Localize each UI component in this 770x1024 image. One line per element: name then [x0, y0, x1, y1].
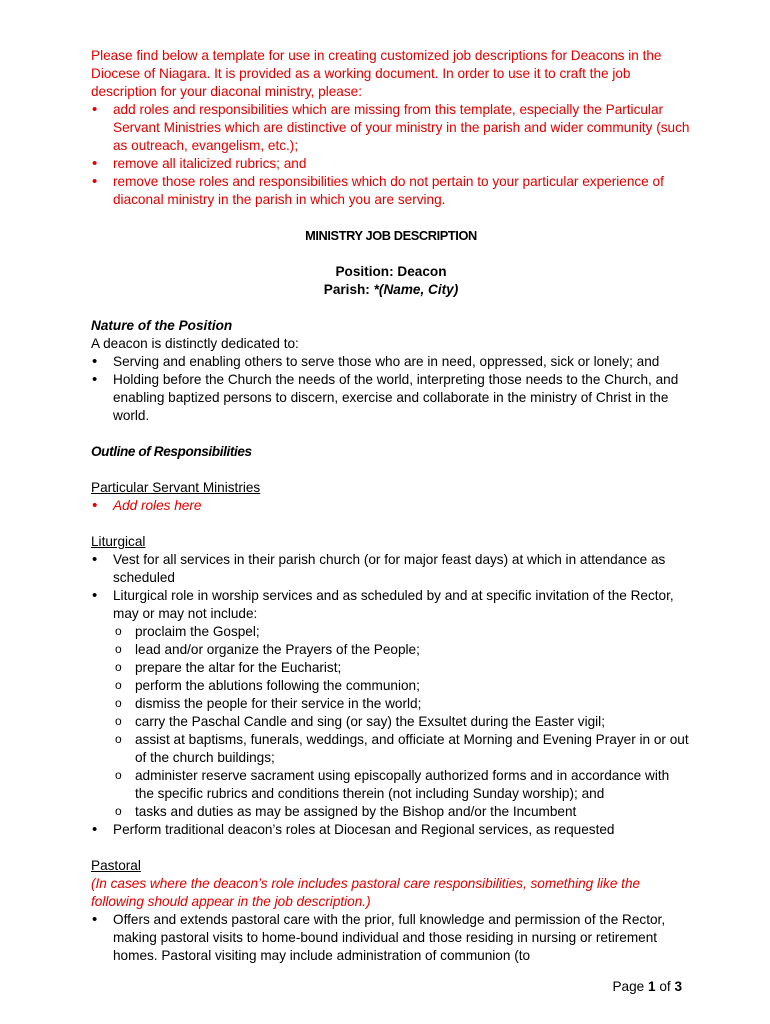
liturgical-subitem: o prepare the altar for the Eucharist;: [113, 659, 691, 677]
outline-heading: Outline of Responsibilities: [91, 444, 252, 459]
liturgical-sublist: [113, 623, 691, 821]
footer-prefix: Page: [612, 979, 645, 994]
liturgical-subitem: o proclaim the Gospel;: [113, 623, 691, 641]
nature-list: [91, 353, 691, 425]
liturgical-subitem: o tasks and duties as may be assigned by the Bishop and/or the Incumbent: [113, 803, 691, 821]
liturgical-list: [91, 551, 691, 623]
footer-of: of: [659, 979, 671, 994]
liturgical-bullet: • Perform traditional deacon’s roles at Diocesan and Regional services, as requested: [91, 821, 691, 839]
liturgical-bullet-text: Liturgical role in worship services and as scheduled by and at specific invitation of the Rector, may or may not include:: [113, 588, 674, 621]
nature-lead: A deacon is distinctly dedicated to:: [91, 336, 299, 351]
document-title: MINISTRY JOB DESCRIPTION: [305, 228, 477, 243]
parish-label: Parish:: [323, 282, 370, 297]
nature-bullet: • Holding before the Church the needs of the world, interpreting those needs to the Church, and enabling baptized persons to discern, exercise and collaborate in the ministry of Christ in the world.: [91, 371, 691, 425]
intro-text: Please find below a template for use in creating customized job descriptions for Deacons in the Diocese of Niagara. It is provided as a working document. In order to use it to craft the job description for your diaconal ministry, please:: [91, 48, 662, 99]
liturgical-subitem: o dismiss the people for their service in the world;: [113, 695, 691, 713]
liturgical-bullet: • Vest for all services in their parish church (or for major feast days) at which in attendance as scheduled: [91, 551, 691, 587]
position-label: Position:: [335, 264, 394, 279]
liturgical-subitem: o lead and/or organize the Prayers of the People;: [113, 641, 691, 659]
particular-list: [91, 497, 691, 515]
pastoral-list: [91, 911, 691, 965]
intro-list: [91, 101, 691, 209]
liturgical-list-end: [91, 821, 691, 839]
parish-value: *(Name, City): [373, 282, 459, 297]
intro-bullet: • add roles and responsibilities which are missing from this template, especially the Particular Servant Ministries which are distinctive of your ministry in the parish and wider community (such as outreach, evangelism, etc.);: [91, 101, 691, 155]
document-body: [91, 47, 691, 965]
footer-total-pages: 3: [674, 979, 682, 994]
liturgical-bullet: [91, 587, 691, 623]
particular-item: • Add roles here: [91, 497, 691, 515]
intro-bullet: • remove all italicized rubrics; and: [91, 155, 691, 173]
liturgical-subitem: o administer reserve sacrament using episcopally authorized forms and in accordance with the specific rubrics and conditions therein (not including Sunday worship); and: [113, 767, 691, 803]
position-value: Deacon: [397, 264, 447, 279]
page-footer: [612, 979, 682, 994]
nature-bullet: • Serving and enabling others to serve those who are in need, oppressed, sick or lonely; and: [91, 353, 691, 371]
particular-heading: Particular Servant Ministries: [91, 480, 261, 495]
liturgical-subitem: o assist at baptisms, funerals, weddings, and officiate at Morning and Evening Prayer in or out of the church buildings;: [113, 731, 691, 767]
nature-heading: Nature of the Position: [91, 318, 233, 333]
liturgical-heading: Liturgical: [91, 534, 146, 549]
footer-current-page: 1: [647, 979, 656, 994]
parish-line: [91, 281, 691, 299]
pastoral-rubric: (In cases where the deacon’s role includes pastoral care responsibilities, something like the following should appear in the job description.): [91, 876, 641, 909]
pastoral-heading: Pastoral: [91, 858, 141, 873]
liturgical-subitem: o carry the Paschal Candle and sing (or say) the Exsultet during the Easter vigil;: [113, 713, 691, 731]
liturgical-subitem: o perform the ablutions following the communion;: [113, 677, 691, 695]
position-line: [91, 263, 691, 281]
intro-bullet: • remove those roles and responsibilities which do not pertain to your particular experience of diaconal ministry in the parish in which you are serving.: [91, 173, 691, 209]
pastoral-bullet: • Offers and extends pastoral care with the prior, full knowledge and permission of the Rector, making pastoral visits to home-bound individual and those residing in nursing or retirement homes. Pastoral visiting may include administration of communion (to: [91, 911, 691, 965]
